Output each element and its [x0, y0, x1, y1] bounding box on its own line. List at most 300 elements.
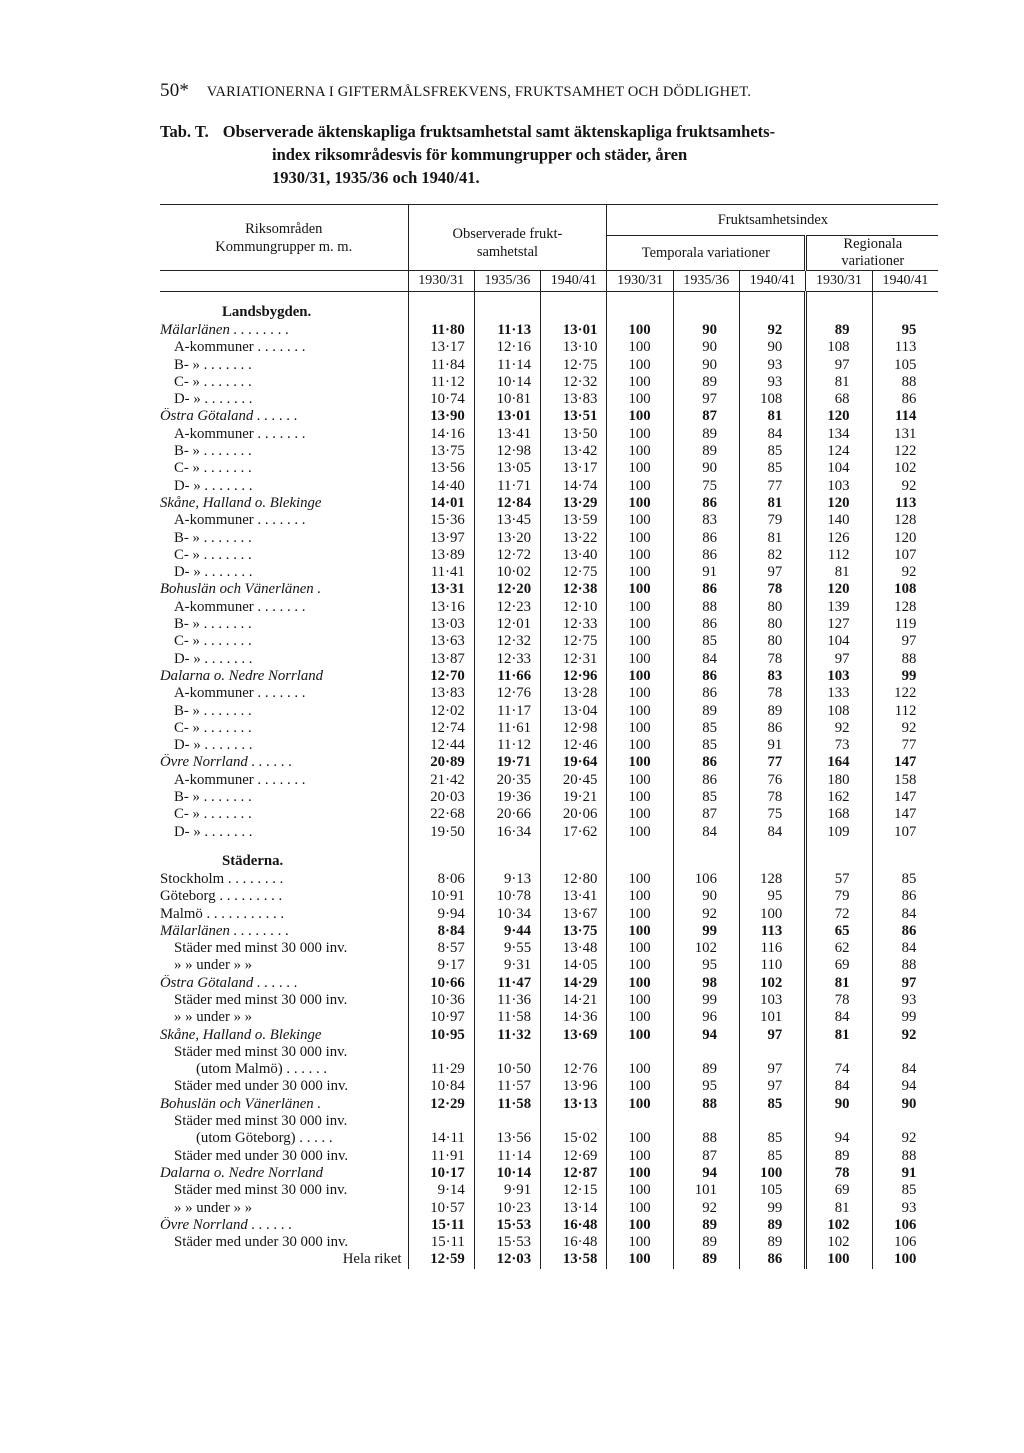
value-cell: 80 — [739, 633, 805, 650]
row-label: C- » . . . . . . . — [174, 719, 252, 736]
value-cell: 89 — [673, 374, 739, 391]
table-row — [160, 426, 938, 443]
value-cell: 96 — [673, 1009, 739, 1026]
table-row — [160, 564, 938, 581]
table-row — [160, 720, 938, 737]
value-cell: 100 — [607, 737, 673, 754]
table-row — [160, 651, 938, 668]
value-cell: 86 — [872, 923, 938, 940]
value-cell: 100 — [607, 1078, 673, 1095]
value-cell: 122 — [872, 685, 938, 702]
value-cell: 120 — [806, 408, 872, 425]
value-cell: 16·48 — [541, 1234, 607, 1251]
value-cell: 100 — [607, 888, 673, 905]
page-number: 50* — [160, 80, 190, 101]
value-cell: 84 — [872, 940, 938, 957]
value-cell: 16·34 — [474, 824, 540, 841]
value-cell: 113 — [872, 495, 938, 512]
row-label: Dalarna o. Nedre Norrland — [160, 667, 324, 684]
value-cell: 92 — [872, 720, 938, 737]
value-cell: 19·50 — [408, 824, 474, 841]
value-cell: 12·10 — [541, 599, 607, 616]
value-cell: 87 — [673, 1148, 739, 1165]
value-cell: 86 — [673, 495, 739, 512]
row-label: (utom Göteborg) . . . . . — [196, 1130, 333, 1147]
value-cell: 80 — [739, 616, 805, 633]
value-cell: 86 — [673, 530, 739, 547]
value-cell: 89 — [673, 1251, 739, 1268]
table-row — [160, 685, 938, 702]
value-cell: 11·29 — [408, 1061, 474, 1078]
value-cell: 12·02 — [408, 703, 474, 720]
value-cell — [673, 1113, 739, 1130]
value-cell: 14·21 — [541, 992, 607, 1009]
value-cell: 100 — [607, 1061, 673, 1078]
value-cell: 13·45 — [474, 512, 540, 529]
value-cell: 14·16 — [408, 426, 474, 443]
value-cell: 89 — [673, 1217, 739, 1234]
value-cell: 99 — [673, 923, 739, 940]
value-cell: 14·05 — [541, 957, 607, 974]
table-row — [160, 512, 938, 529]
value-cell: 13·48 — [541, 940, 607, 957]
value-cell: 84 — [806, 1078, 872, 1095]
value-cell: 106 — [673, 871, 739, 888]
section-heading: Landsbygden. — [222, 304, 312, 320]
value-cell: 147 — [872, 754, 938, 771]
value-cell: 100 — [607, 871, 673, 888]
value-cell: 100 — [607, 495, 673, 512]
value-cell: 133 — [806, 685, 872, 702]
value-cell: 162 — [806, 789, 872, 806]
value-cell: 100 — [607, 374, 673, 391]
value-cell: 86 — [739, 720, 805, 737]
value-cell: 100 — [607, 530, 673, 547]
table-row — [160, 975, 938, 992]
value-cell: 69 — [806, 1182, 872, 1199]
value-cell: 12·75 — [541, 357, 607, 374]
value-cell: 9·17 — [408, 957, 474, 974]
value-cell: 11·13 — [474, 322, 540, 339]
table-row — [160, 1182, 938, 1199]
value-cell: 100 — [607, 1096, 673, 1113]
value-cell: 10·91 — [408, 888, 474, 905]
value-cell — [739, 1113, 805, 1130]
value-cell: 99 — [872, 668, 938, 685]
table-row — [160, 754, 938, 771]
value-cell: 84 — [739, 426, 805, 443]
value-cell: 11·71 — [474, 478, 540, 495]
value-cell: 20·89 — [408, 754, 474, 771]
table-row — [160, 992, 938, 1009]
value-cell: 12·98 — [474, 443, 540, 460]
value-cell: 10·14 — [474, 1165, 540, 1182]
value-cell: 90 — [673, 339, 739, 356]
value-cell: 100 — [607, 322, 673, 339]
value-cell: 13·75 — [408, 443, 474, 460]
value-cell: 11·41 — [408, 564, 474, 581]
value-cell — [541, 1044, 607, 1061]
table-row — [160, 1200, 938, 1217]
value-cell: 13·04 — [541, 703, 607, 720]
row-label: C- » . . . . . . . — [174, 373, 252, 390]
value-cell: 20·03 — [408, 789, 474, 806]
value-cell: 13·28 — [541, 685, 607, 702]
value-cell: 13·56 — [474, 1130, 540, 1147]
value-cell: 84 — [806, 1009, 872, 1026]
row-label: Övre Norrland . . . . . . — [160, 1216, 293, 1233]
table-row — [160, 478, 938, 495]
table-row — [160, 923, 938, 940]
value-cell: 93 — [739, 357, 805, 374]
value-cell: 100 — [607, 616, 673, 633]
value-cell: 89 — [806, 1148, 872, 1165]
value-cell: 11·58 — [474, 1009, 540, 1026]
value-cell: 15·53 — [474, 1217, 540, 1234]
value-cell: 100 — [607, 408, 673, 425]
value-cell: 100 — [607, 1217, 673, 1234]
value-cell: 180 — [806, 772, 872, 789]
value-cell: 128 — [872, 599, 938, 616]
row-label: C- » . . . . . . . — [174, 460, 252, 477]
row-label: D- » . . . . . . . — [174, 391, 253, 408]
value-cell: 105 — [872, 357, 938, 374]
value-cell: 100 — [607, 547, 673, 564]
value-cell: 116 — [739, 940, 805, 957]
value-cell: 13·90 — [408, 408, 474, 425]
value-cell: 89 — [673, 703, 739, 720]
value-cell: 10·02 — [474, 564, 540, 581]
value-cell: 85 — [739, 460, 805, 477]
table-row — [160, 1113, 938, 1130]
row-label: Dalarna o. Nedre Norrland — [160, 1164, 324, 1181]
value-cell: 105 — [739, 1182, 805, 1199]
value-cell: 81 — [806, 975, 872, 992]
value-cell: 79 — [806, 888, 872, 905]
value-cell: 88 — [872, 374, 938, 391]
value-cell: 74 — [806, 1061, 872, 1078]
stub-header-line-2: Kommungrupper m. m. — [215, 238, 353, 255]
value-cell: 84 — [673, 824, 739, 841]
value-cell: 11·12 — [408, 374, 474, 391]
value-cell: 14·01 — [408, 495, 474, 512]
caption-line-3: 1930/31, 1935/36 och 1940/41. — [272, 168, 480, 187]
row-label: Skåne, Halland o. Blekinge — [160, 494, 322, 511]
value-cell: 102 — [806, 1234, 872, 1251]
stub-header-line-1: Riksområden — [245, 220, 323, 237]
row-label: Stockholm . . . . . . . . — [160, 870, 284, 887]
value-cell: 106 — [872, 1217, 938, 1234]
value-cell: 112 — [872, 703, 938, 720]
table-row — [160, 1096, 938, 1113]
empty-cell — [474, 841, 540, 871]
table-row — [160, 408, 938, 425]
value-cell: 100 — [607, 806, 673, 823]
value-cell: 84 — [673, 651, 739, 668]
row-label: A-kommuner . . . . . . . — [174, 771, 306, 788]
table-row — [160, 633, 938, 650]
value-cell: 11·84 — [408, 357, 474, 374]
value-cell: 97 — [872, 633, 938, 650]
table-row — [160, 391, 938, 408]
value-cell: 20·45 — [541, 772, 607, 789]
value-cell: 10·36 — [408, 992, 474, 1009]
value-cell: 114 — [872, 408, 938, 425]
value-cell: 12·03 — [474, 1251, 540, 1268]
year-header: 1930/31 — [806, 271, 872, 292]
value-cell: 13·17 — [541, 460, 607, 477]
value-cell: 104 — [806, 633, 872, 650]
value-cell: 95 — [673, 957, 739, 974]
value-cell: 11·17 — [474, 703, 540, 720]
value-cell — [806, 1044, 872, 1061]
value-cell: 12·20 — [474, 581, 540, 598]
value-cell: 100 — [806, 1251, 872, 1268]
value-cell: 86 — [673, 581, 739, 598]
value-cell: 85 — [673, 720, 739, 737]
value-cell: 100 — [607, 685, 673, 702]
value-cell: 113 — [872, 339, 938, 356]
year-header: 1940/41 — [541, 271, 607, 292]
table-row — [160, 599, 938, 616]
value-cell: 100 — [607, 339, 673, 356]
value-cell: 12·74 — [408, 720, 474, 737]
value-cell: 102 — [739, 975, 805, 992]
value-cell: 15·02 — [541, 1130, 607, 1147]
row-label: Städer med under 30 000 inv. — [174, 1147, 349, 1164]
value-cell: 104 — [806, 460, 872, 477]
table-row — [160, 322, 938, 339]
table-row — [160, 703, 938, 720]
value-cell: 13·89 — [408, 547, 474, 564]
value-cell: 19·64 — [541, 754, 607, 771]
value-cell: 81 — [806, 374, 872, 391]
value-cell: 73 — [806, 737, 872, 754]
value-cell: 83 — [673, 512, 739, 529]
year-header: 1930/31 — [408, 271, 474, 292]
value-cell: 81 — [739, 530, 805, 547]
row-label: Städer med under 30 000 inv. — [174, 1078, 349, 1095]
empty-cell — [806, 841, 872, 871]
value-cell: 83 — [739, 668, 805, 685]
value-cell — [408, 1044, 474, 1061]
value-cell: 13·20 — [474, 530, 540, 547]
value-cell: 12·59 — [408, 1251, 474, 1268]
value-cell: 81 — [806, 564, 872, 581]
value-cell: 85 — [739, 1130, 805, 1147]
row-label: A-kommuner . . . . . . . — [174, 339, 306, 356]
value-cell: 124 — [806, 443, 872, 460]
value-cell: 100 — [607, 772, 673, 789]
year-header: 1935/36 — [673, 271, 739, 292]
year-header: 1940/41 — [739, 271, 805, 292]
value-cell: 88 — [872, 1148, 938, 1165]
value-cell: 11·66 — [474, 668, 540, 685]
value-cell: 12·29 — [408, 1096, 474, 1113]
value-cell: 92 — [806, 720, 872, 737]
value-cell: 100 — [607, 391, 673, 408]
empty-cell — [872, 292, 938, 323]
value-cell: 8·06 — [408, 871, 474, 888]
value-cell: 19·71 — [474, 754, 540, 771]
row-label: Städer med under 30 000 inv. — [174, 1234, 349, 1251]
table-row — [160, 1061, 938, 1078]
value-cell: 15·36 — [408, 512, 474, 529]
row-label: D- » . . . . . . . — [174, 823, 253, 840]
value-cell: 100 — [607, 633, 673, 650]
row-label: B- » . . . . . . . — [174, 702, 252, 719]
value-cell: 13·56 — [408, 460, 474, 477]
value-cell: 91 — [872, 1165, 938, 1182]
value-cell: 85 — [739, 443, 805, 460]
value-cell: 12·33 — [474, 651, 540, 668]
table-row — [160, 460, 938, 477]
value-cell: 109 — [806, 824, 872, 841]
value-cell: 92 — [872, 564, 938, 581]
value-cell: 13·58 — [541, 1251, 607, 1268]
value-cell: 14·36 — [541, 1009, 607, 1026]
value-cell: 100 — [739, 1165, 805, 1182]
value-cell: 85 — [739, 1148, 805, 1165]
value-cell: 95 — [739, 888, 805, 905]
table-row — [160, 1234, 938, 1251]
value-cell: 107 — [872, 547, 938, 564]
value-cell: 12·69 — [541, 1148, 607, 1165]
value-cell: 100 — [607, 789, 673, 806]
value-cell: 102 — [872, 460, 938, 477]
value-cell: 85 — [872, 871, 938, 888]
value-cell: 82 — [739, 547, 805, 564]
value-cell: 103 — [806, 668, 872, 685]
value-cell: 77 — [739, 478, 805, 495]
value-cell: 12·46 — [541, 737, 607, 754]
value-cell: 97 — [739, 564, 805, 581]
table-row — [160, 1009, 938, 1026]
value-cell: 100 — [607, 564, 673, 581]
value-cell: 13·03 — [408, 616, 474, 633]
value-cell: 79 — [739, 512, 805, 529]
value-cell: 86 — [872, 391, 938, 408]
row-label: » » under » » — [174, 957, 253, 974]
row-label: Städer med minst 30 000 inv. — [174, 991, 348, 1008]
value-cell: 12·70 — [408, 668, 474, 685]
value-cell: 81 — [806, 1027, 872, 1044]
value-cell: 9·31 — [474, 957, 540, 974]
year-header: 1935/36 — [474, 271, 540, 292]
value-cell: 13·31 — [408, 581, 474, 598]
value-cell: 85 — [673, 789, 739, 806]
value-cell: 78 — [739, 789, 805, 806]
row-label: D- » . . . . . . . — [174, 477, 253, 494]
value-cell: 85 — [872, 1182, 938, 1199]
value-cell: 97 — [739, 1027, 805, 1044]
value-cell: 69 — [806, 957, 872, 974]
value-cell: 80 — [739, 599, 805, 616]
value-cell: 13·67 — [541, 906, 607, 923]
value-cell: 85 — [739, 1096, 805, 1113]
value-cell: 126 — [806, 530, 872, 547]
value-cell: 128 — [872, 512, 938, 529]
value-cell: 90 — [872, 1096, 938, 1113]
value-cell: 131 — [872, 426, 938, 443]
row-label: Bohuslän och Vänerlänen . — [160, 581, 322, 598]
value-cell: 103 — [739, 992, 805, 1009]
value-cell: 12·75 — [541, 564, 607, 581]
value-cell: 14·29 — [541, 975, 607, 992]
row-label: B- » . . . . . . . — [174, 356, 252, 373]
value-cell — [607, 1113, 673, 1130]
row-label: Göteborg . . . . . . . . . — [160, 888, 283, 905]
value-cell: 168 — [806, 806, 872, 823]
value-cell: 100 — [607, 478, 673, 495]
value-cell: 11·57 — [474, 1078, 540, 1095]
value-cell: 100 — [607, 512, 673, 529]
value-cell: 94 — [673, 1165, 739, 1182]
index-header: Fruktsamhetsindex — [607, 205, 938, 236]
value-cell: 86 — [673, 547, 739, 564]
value-cell — [872, 1113, 938, 1130]
year-header: 1930/31 — [607, 271, 673, 292]
value-cell: 13·87 — [408, 651, 474, 668]
value-cell: 9·55 — [474, 940, 540, 957]
value-cell: 86 — [673, 754, 739, 771]
row-label: C- » . . . . . . . — [174, 806, 252, 823]
table-row — [160, 1078, 938, 1095]
row-label: Östra Götaland . . . . . . — [160, 408, 298, 425]
table-label: Tab. T. — [160, 122, 209, 141]
value-cell: 12·31 — [541, 651, 607, 668]
value-cell: 9·44 — [474, 923, 540, 940]
row-label: B- » . . . . . . . — [174, 529, 252, 546]
value-cell: 81 — [739, 495, 805, 512]
value-cell: 100 — [607, 1182, 673, 1199]
value-cell: 11·12 — [474, 737, 540, 754]
value-cell: 11·61 — [474, 720, 540, 737]
stub-header — [160, 205, 408, 271]
row-label: A-kommuner . . . . . . . — [174, 425, 306, 442]
table-row — [160, 530, 938, 547]
row-label: B- » . . . . . . . — [174, 616, 252, 633]
value-cell: 12·44 — [408, 737, 474, 754]
table-row — [160, 940, 938, 957]
value-cell: 13·69 — [541, 1027, 607, 1044]
value-cell: 9·94 — [408, 906, 474, 923]
value-cell: 89 — [739, 1234, 805, 1251]
value-cell: 88 — [872, 651, 938, 668]
value-cell: 86 — [673, 616, 739, 633]
value-cell: 88 — [673, 1130, 739, 1147]
value-cell: 120 — [806, 495, 872, 512]
table-row — [160, 1251, 938, 1268]
value-cell: 87 — [673, 806, 739, 823]
table-row — [160, 668, 938, 685]
stub-year-blank — [160, 271, 408, 292]
value-cell: 88 — [673, 1096, 739, 1113]
value-cell: 100 — [607, 357, 673, 374]
value-cell: 91 — [739, 737, 805, 754]
value-cell: 9·14 — [408, 1182, 474, 1199]
value-cell: 100 — [607, 599, 673, 616]
empty-cell — [739, 292, 805, 323]
row-label: C- » . . . . . . . — [174, 633, 252, 650]
value-cell: 17·62 — [541, 824, 607, 841]
value-cell: 13·05 — [474, 460, 540, 477]
value-cell: 13·14 — [541, 1200, 607, 1217]
table-row — [160, 581, 938, 598]
row-label: Östra Götaland . . . . . . — [160, 974, 298, 991]
value-cell: 15·11 — [408, 1217, 474, 1234]
value-cell: 12·01 — [474, 616, 540, 633]
